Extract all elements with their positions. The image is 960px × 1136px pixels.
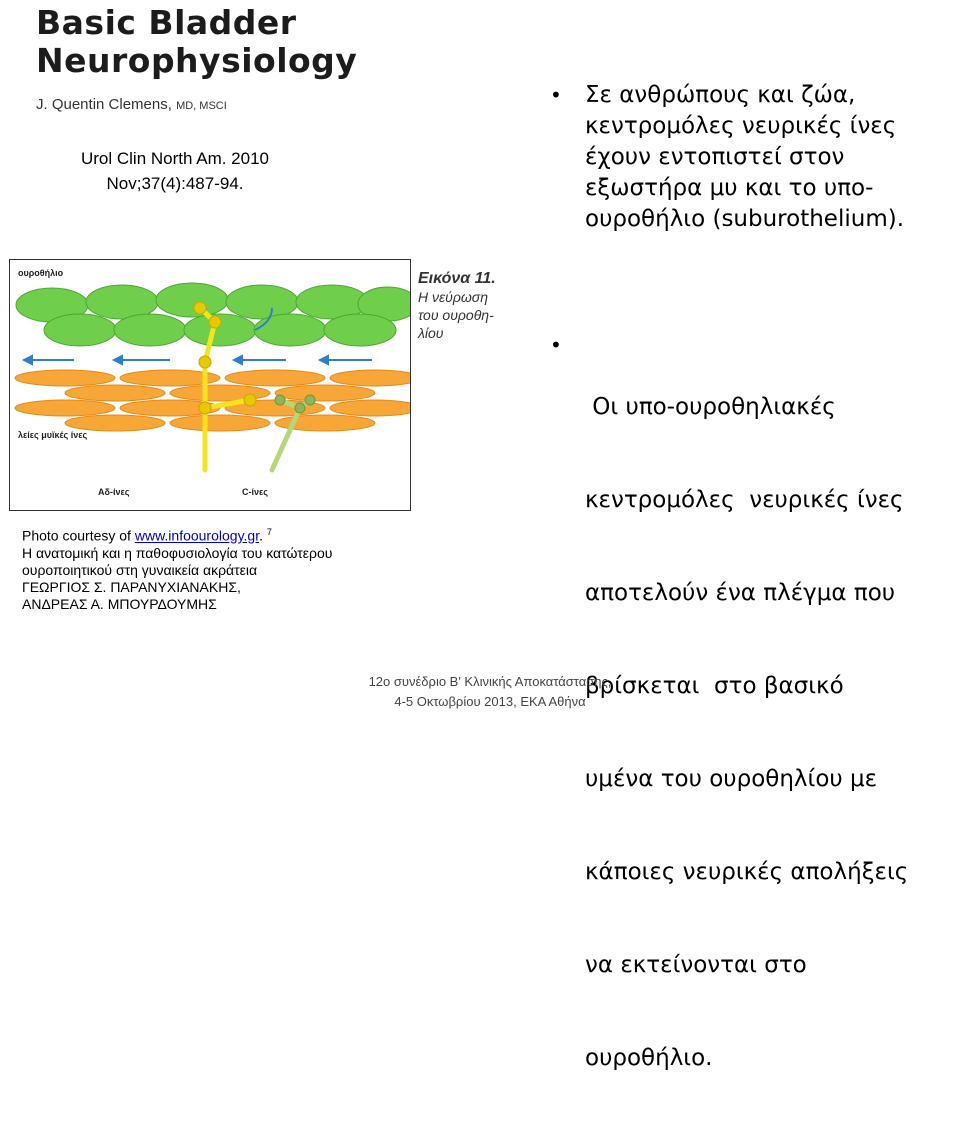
bullet-2-line: βρίσκεται στο βασικό <box>585 673 844 699</box>
bullet-2-line: υμένα του ουροθηλίου με <box>585 766 878 792</box>
bullet-2-line: κάποιες νευρικές απολήξεις <box>585 859 909 885</box>
label-adelta-fibers: Αδ-ίνες <box>98 487 130 497</box>
author-degrees: MD, MSCI <box>176 100 227 112</box>
citation <box>40 146 310 196</box>
author-name: J. Quentin Clemens, <box>36 96 172 113</box>
paper-title-line1: Basic Bladder <box>36 3 297 42</box>
reference-number: 7 <box>266 527 272 537</box>
credits-line2: Η ανατομική και η παθοφυσιολογία του κατώτερου <box>22 544 333 561</box>
figure-caption-line1: Η νεύρωση <box>418 289 488 305</box>
footer-line2: 4-5 Οκτωβρίου 2013, ΕΚΑ Αθήνα <box>394 694 586 709</box>
figure-number: Εικόνα 11. <box>418 270 496 287</box>
infoourology-link[interactable]: www.infoourology.gr <box>134 527 260 544</box>
credits-prefix: Photo courtesy of <box>22 527 135 544</box>
label-c-fibers: C-ίνες <box>242 487 268 497</box>
bullet-2-line: ουροθήλιο. <box>585 1045 713 1071</box>
credits-line4: ΓΕΩΡΓΙΟΣ Σ. ΠΑΡΑΝΥΧΙΑΝΑΚΗΣ, <box>22 578 241 595</box>
figure-caption-line2: του ουροθη- <box>418 307 494 323</box>
label-smooth-muscle: λείες μυϊκές ίνες <box>18 430 88 440</box>
bullet-2-line: κεντρομόλες νευρικές ίνες <box>585 487 904 513</box>
bullet-2-line: να εκτείνονται στο <box>585 952 807 978</box>
urothelium-innervation-figure <box>9 259 411 511</box>
bullet-2-line: αποτελούν ένα πλέγμα που <box>585 580 896 606</box>
bullet-1-line: εξωστήρα μυ και το υπο- <box>585 175 874 201</box>
paper-title <box>36 4 357 80</box>
bullet-1-line: ουροθήλιο (suburothelium). <box>585 206 905 232</box>
figure-caption-line3: λίου <box>418 325 444 341</box>
credits-line3: ουροποιητικού στη γυναικεία ακράτεια <box>22 561 258 578</box>
bullet-1-line: έχουν εντοπιστεί στον <box>585 144 845 170</box>
bullet-1-line: κεντρομόλες νευρικές ίνες <box>585 113 897 139</box>
direction-arrows <box>24 356 372 364</box>
smooth-muscle-cells <box>15 370 410 431</box>
bullet-dot-icon: • <box>550 83 562 107</box>
bullet-dot-icon: • <box>550 333 562 357</box>
bullet-1-line: Σε ανθρώπους και ζώα, <box>585 82 856 108</box>
figure-illustration <box>10 260 410 510</box>
credits-suffix: . <box>259 527 263 544</box>
label-urothelium: ουροθήλιο <box>18 268 64 278</box>
credits-line5: ΑΝΔΡΕΑΣ Α. ΜΠΟΥΡΔΟΥΜΗΣ <box>22 595 217 612</box>
bullet-1-text <box>585 80 960 235</box>
figure-caption <box>418 270 496 342</box>
paper-author <box>36 96 227 113</box>
citation-line2: Nov;37(4):487-94. <box>106 174 244 193</box>
bullet-2-line: Οι υπο-ουροθηλιακές <box>585 394 836 420</box>
photo-credits <box>22 524 422 613</box>
citation-line1: Urol Clin North Am. 2010 <box>80 149 270 168</box>
credits-line1 <box>22 524 422 545</box>
bullet-2-text <box>585 330 960 1136</box>
paper-title-line2: Neurophysiology <box>36 41 358 80</box>
slide-footer <box>340 672 640 712</box>
footer-line1: 12ο συνέδριο Β' Κλινικής Αποκατάστασης, <box>368 674 612 689</box>
